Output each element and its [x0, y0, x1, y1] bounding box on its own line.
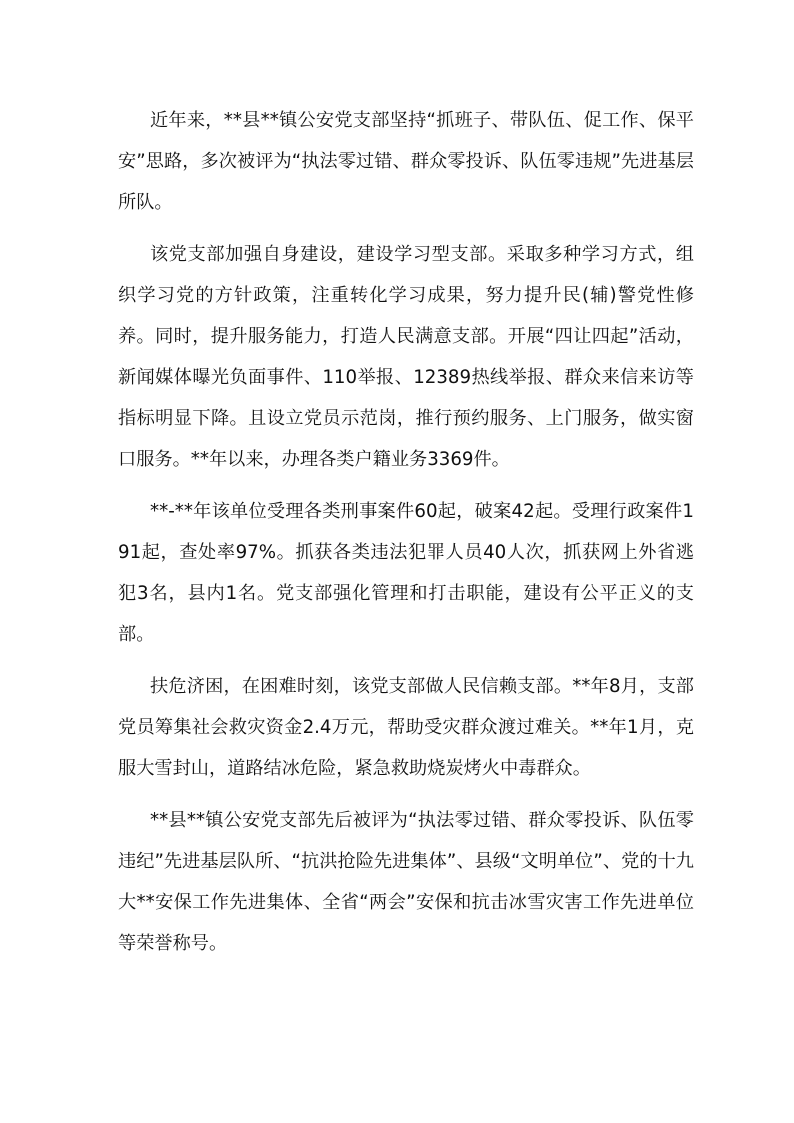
paragraph-5: **县**镇公安党支部先后被评为“执法零过错、群众零投诉、队伍零违纪”先进基层队所、“抗洪抢险先进集体”、县级“文明单位”、党的十九大**安保工作先进集体、全省“两会”安保和抗击冰雪灾害工作先进单位等荣誉称号。: [118, 810, 694, 954]
document-body: [118, 100, 694, 975]
paragraph-4: 扶危济困，在困难时刻，该党支部做人民信赖支部。**年8月，支部党员筹集社会救灾资金2.4万元，帮助受灾群众渡过难关。**年1月，克服大雪封山，道路结冰危险，紧急救助烧炭烤火中毒群众。: [118, 676, 694, 779]
paragraph-1: 近年来，**县**镇公安党支部坚持“抓班子、带队伍、促工作、保平安”思路，多次被评为“执法零过错、群众零投诉、队伍零违规”先进基层所队。: [118, 110, 694, 213]
paragraph-2: 该党支部加强自身建设，建设学习型支部。采取多种学习方式，组织学习党的方针政策，注重转化学习成果，努力提升民(辅)警党性修养。同时，提升服务能力，打造人民满意支部。开展“四让四起”活动，新闻媒体曝光负面事件、110举报、12389热线举报、群众来信来访等指标明显下降。且设立党员示范岗，推行预约服务、上门服务，做实窗口服务。**年以来，办理各类户籍业务3369件。: [118, 244, 694, 470]
paragraph-3: **-**年该单位受理各类刑事案件60起，破案42起。受理行政案件191起，查处率97%。抓获各类违法犯罪人员40人次，抓获网上外省逃犯3名，县内1名。党支部强化管理和打击职能，建设有公平正义的支部。: [118, 501, 694, 645]
